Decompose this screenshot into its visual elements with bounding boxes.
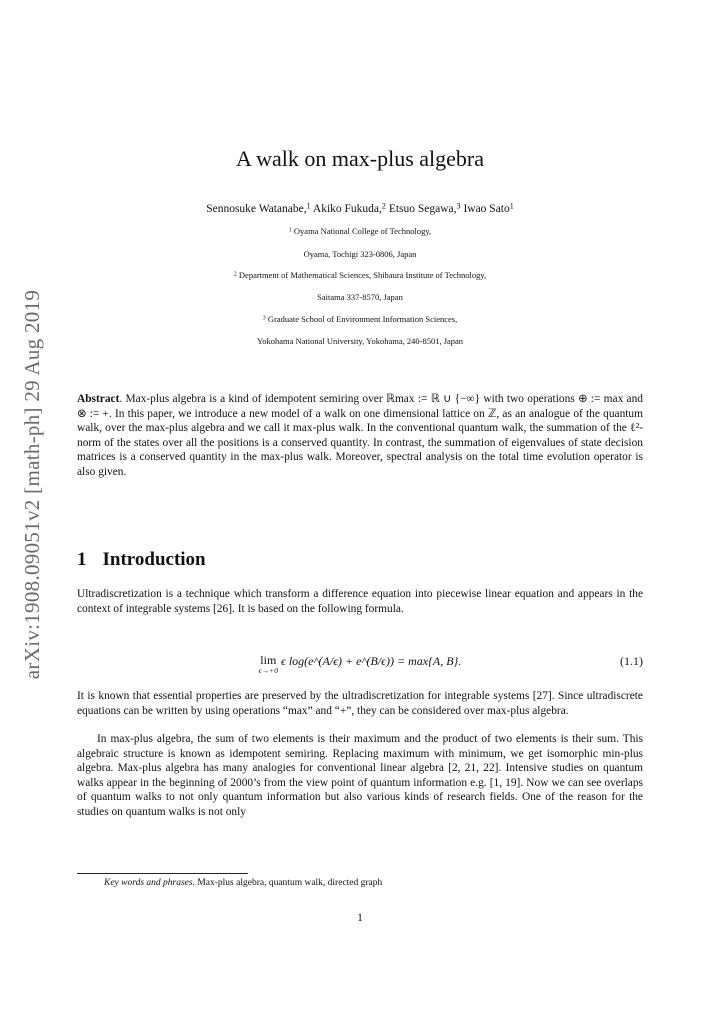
equation-1-1 (77, 652, 643, 680)
footnote-text: Max-plus algebra, quantum walk, directed graph (194, 878, 383, 888)
paragraph-2: It is known that essential properties are preserved by the ultradiscretization for integrable systems [27]. Since ultradiscrete equations can be written by using operations “max” and “+”, they can be considered over max-plus algebra. (77, 690, 643, 717)
abstract-text: . Max-plus algebra is a kind of idempotent semiring over ℝmax := ℝ ∪ {−∞} with two operations ⊕ := max and ⊗ := +. In this paper, we introduce a new model of a walk on one dimensional lattice on ℤ, as an analogue of the quantum walk, over the max-plus algebra and we call it max-plus walk. In the conventional quantum walk, the summation of the ℓ²-norm of the states over all the positions is a conserved quantity. In contrast, the summation of eigenvalues of state decision matrices is a conserved quantity in the max-plus walk. Moreover, spectral analysis on the total time evolution operator is also given. (77, 393, 643, 478)
page-number: 1 (357, 912, 363, 924)
arxiv-identifier: arXiv:1908.09051v2 [math-ph] 29 Aug 2019 (20, 289, 45, 680)
paper-title: A walk on max-plus algebra (235, 146, 485, 171)
footnote-rule (77, 873, 248, 874)
author: Sennosuke Watanabe,$^1$ (206, 201, 311, 215)
limit-operator: lim ϵ→+0 (258, 653, 278, 675)
abstract (77, 392, 643, 480)
affiliation-3-line-2: Yokohama National University, Yokohama, 240-8501, Japan (256, 336, 464, 346)
equation-number: (1.1) (620, 654, 643, 668)
affiliation-1-line-1: $^1$ Oyama National College of Technology, (288, 226, 432, 236)
author: Akiko Fukuda,$^2$ (312, 201, 386, 215)
equation-body (77, 654, 643, 675)
section-heading (77, 549, 206, 571)
author: Etsuo Segawa,$^3$ (388, 201, 461, 215)
footnote (104, 878, 382, 888)
section-number: 1 (77, 549, 87, 570)
footnote-label: Key words and phrases. (104, 878, 195, 888)
author-list (0, 203, 720, 215)
affiliation-1-line-2: Oyama, Tochigi 323-0806, Japan (303, 249, 417, 259)
author: Iwao Sato$^1$ (463, 201, 514, 215)
section-title: Introduction (102, 549, 206, 570)
equation-expression: ϵ log(e^(A/ϵ) + e^(B/ϵ)) = max{A, B}. (280, 654, 462, 668)
paragraph-3: In max-plus algebra, the sum of two elements is their maximum and the product of two elements is their sum. This algebraic structure is known as idempotent semiring. Replacing maximum with minimum, we get isomorphic min-plus algebra. Max-plus algebra has many analogies for conventional linear algebra [2, 21, 22]. Intensive studies on quantum walks appear in the beginning of 2000’s from the view point of quantum information e.g. [1, 19]. Now we can see overlaps of quantum walks to not only quantum information but also various kinds of research fields. One of the reason for the studies on quantum walks is not only (77, 733, 643, 818)
affiliation-2-line-2: Saitama 337-8570, Japan (317, 292, 403, 302)
paragraph-1: Ultradiscretization is a technique which transform a difference equation into piecewise linear equation and appears in the context of integrable systems [26]. It is based on the following formula. (77, 588, 643, 615)
affiliation-2-line-1: $^2$ Department of Mathematical Sciences, Shibaura Institute of Technology, (233, 270, 487, 280)
affiliation-3-line-1: $^3$ Graduate School of Environment Information Sciences, (262, 314, 458, 324)
abstract-heading: Abstract (77, 393, 120, 405)
